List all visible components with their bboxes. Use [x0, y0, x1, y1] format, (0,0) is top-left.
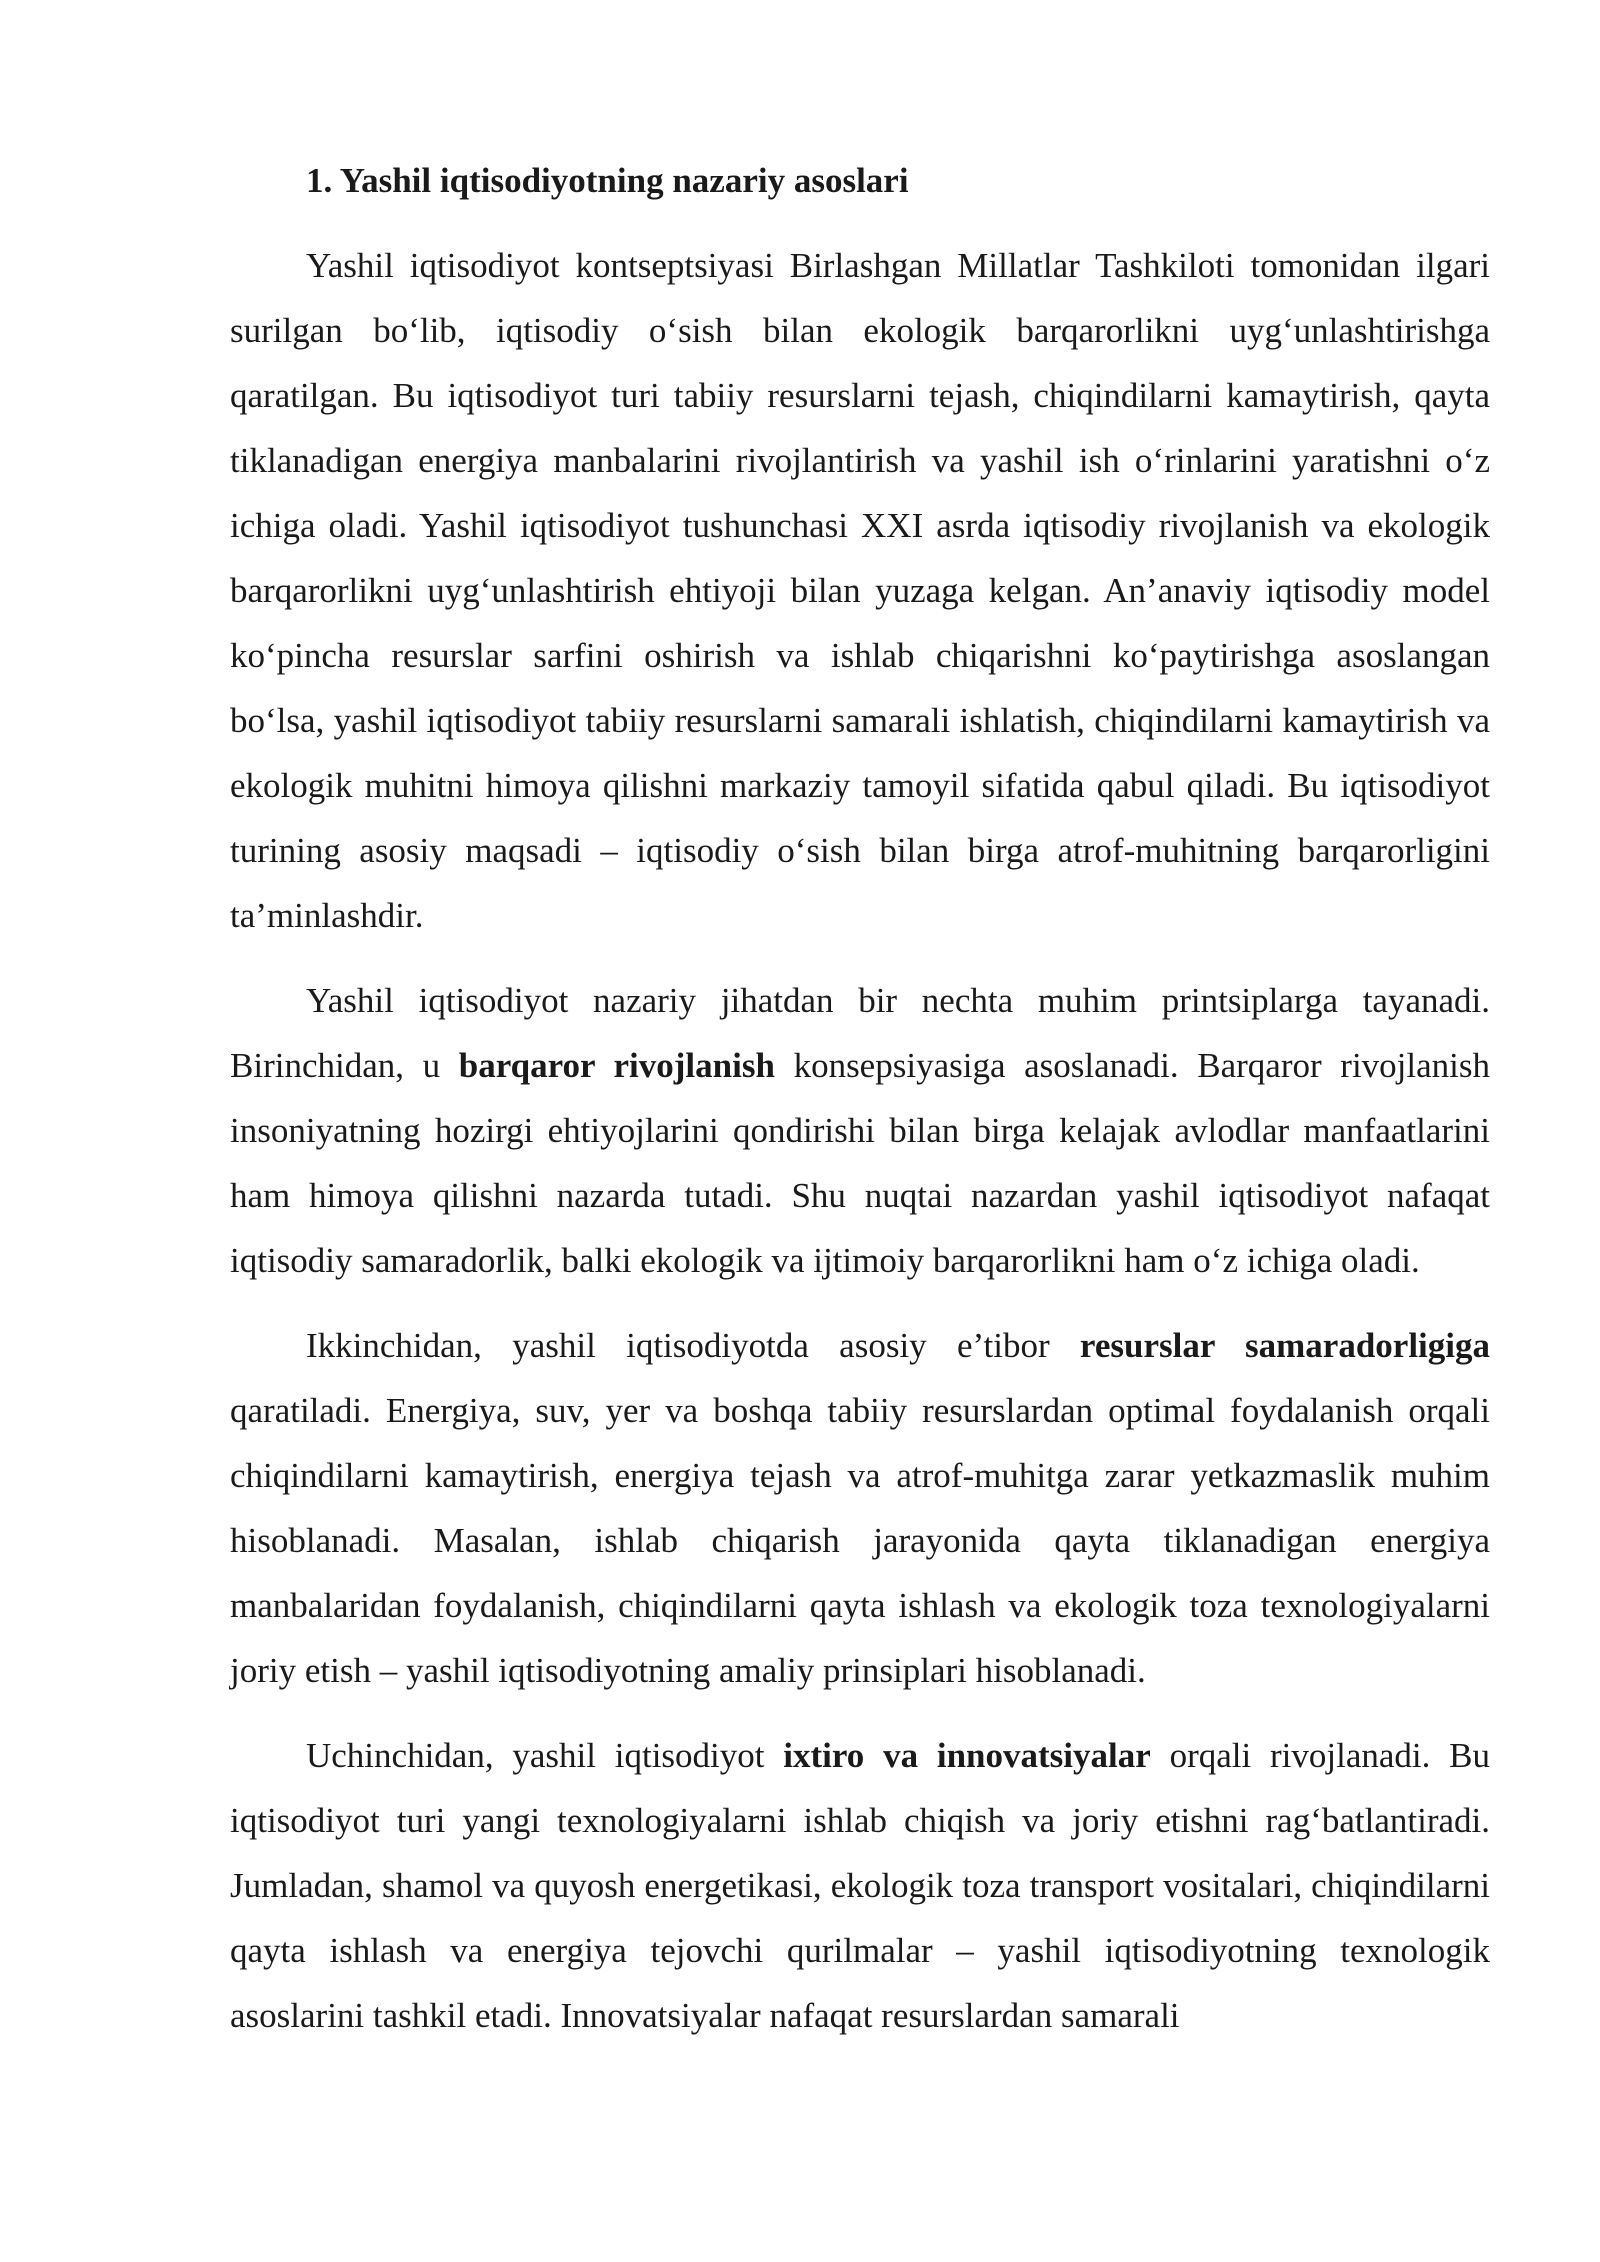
- section-heading: 1. Yashil iqtisodiyotning nazariy asoslari: [306, 161, 909, 200]
- paragraph-3-bold-term: resurslar samaradorligiga: [1079, 1326, 1490, 1365]
- paragraph-1: [230, 233, 1490, 948]
- paragraph-1-text: Yashil iqtisodiyot kontseptsiyasi Birlashgan Millatlar Tashkiloti tomonidan ilgari surilgan bo‘lib, iqtisodiy o‘sish bilan ekologik barqarorlikni uyg‘unlashtirishga qaratilgan. Bu iqtisodiyot turi tabiiy resurslarni tejash, chiqindilarni kamaytirish, qayta tiklanadigan energiya manbalarini rivojlantirish va yashil ish o‘rinlarini yaratishni o‘z ichiga oladi. Yashil iqtisodiyot tushunchasi XXI asrda iqtisodiy rivojlanish va ekologik barqarorlikni uyg‘unlashtirish ehtiyoji bilan yuzaga kelgan. An’anaviy iqtisodiy model ko‘pincha resurslar sarfini oshirish va ishlab chiqarishni ko‘paytirishga asoslangan bo‘lsa, yashil iqtisodiyot tabiiy resurslarni samarali ishlatish, chiqindilarni kamaytirish va ekologik muhitni himoya qilishni markaziy tamoyil sifatida qabul qiladi. Bu iqtisodiyot turining asosiy maqsadi – iqtisodiy o‘sish bilan birga atrof-muhitning barqarorligini ta’minlashdir.: [230, 246, 1490, 935]
- paragraph-2-bold-term: barqaror rivojlanish: [458, 1046, 775, 1085]
- paragraph-2-text-before: Yashil iqtisodiyot nazariy jihatdan bir nechta muhim printsiplarga tayanadi. Birinchidan, u: [230, 981, 1490, 1085]
- paragraph-3-text-after: qaratiladi. Energiya, suv, yer va boshqa tabiiy resurslardan optimal foydalanish orqali chiqindilarni kamaytirish, energiya tejash va atrof-muhitga zarar yetkazmaslik muhim hisoblanadi. Masalan, ishlab chiqarish jarayonida qayta tiklanadigan energiya manbalaridan foydalanish, chiqindilarni qayta ishlash va ekologik toza texnologiyalarni joriy etish – yashil iqtisodiyotning amaliy prinsiplari hisoblanadi.: [230, 1391, 1490, 1690]
- paragraph-4: [230, 1723, 1490, 2048]
- paragraph-4-text-after: orqali rivojlanadi. Bu iqtisodiyot turi yangi texnologiyalarni ishlab chiqish va joriy etishni rag‘batlantiradi. Jumladan, shamol va quyosh energetikasi, ekologik toza transport vositalari, chiqindilarni qayta ishlash va energiya tejovchi qurilmalar – yashil iqtisodiyotning texnologik asoslarini tashkil etadi. Innovatsiyalar nafaqat resurslardan samarali: [230, 1736, 1490, 2035]
- paragraph-4-bold-term: ixtiro va innovatsiyalar: [783, 1736, 1151, 1775]
- document-page: [230, 148, 1490, 2068]
- paragraph-3: [230, 1313, 1490, 1703]
- paragraph-2: [230, 968, 1490, 1293]
- paragraph-4-text-before: Uchinchidan, yashil iqtisodiyot: [306, 1736, 784, 1775]
- paragraph-3-text-before: Ikkinchidan, yashil iqtisodiyotda asosiy e’tibor: [306, 1326, 1080, 1365]
- paragraph-2-text-after: konsepsiyasiga asoslanadi. Barqaror rivojlanish insoniyatning hozirgi ehtiyojlarini qondirishi bilan birga kelajak avlodlar manfaatlarini ham himoya qilishni nazarda tutadi. Shu nuqtai nazardan yashil iqtisodiyot nafaqat iqtisodiy samaradorlik, balki ekologik va ijtimoiy barqarorlikni ham o‘z ichiga oladi.: [230, 1046, 1490, 1280]
